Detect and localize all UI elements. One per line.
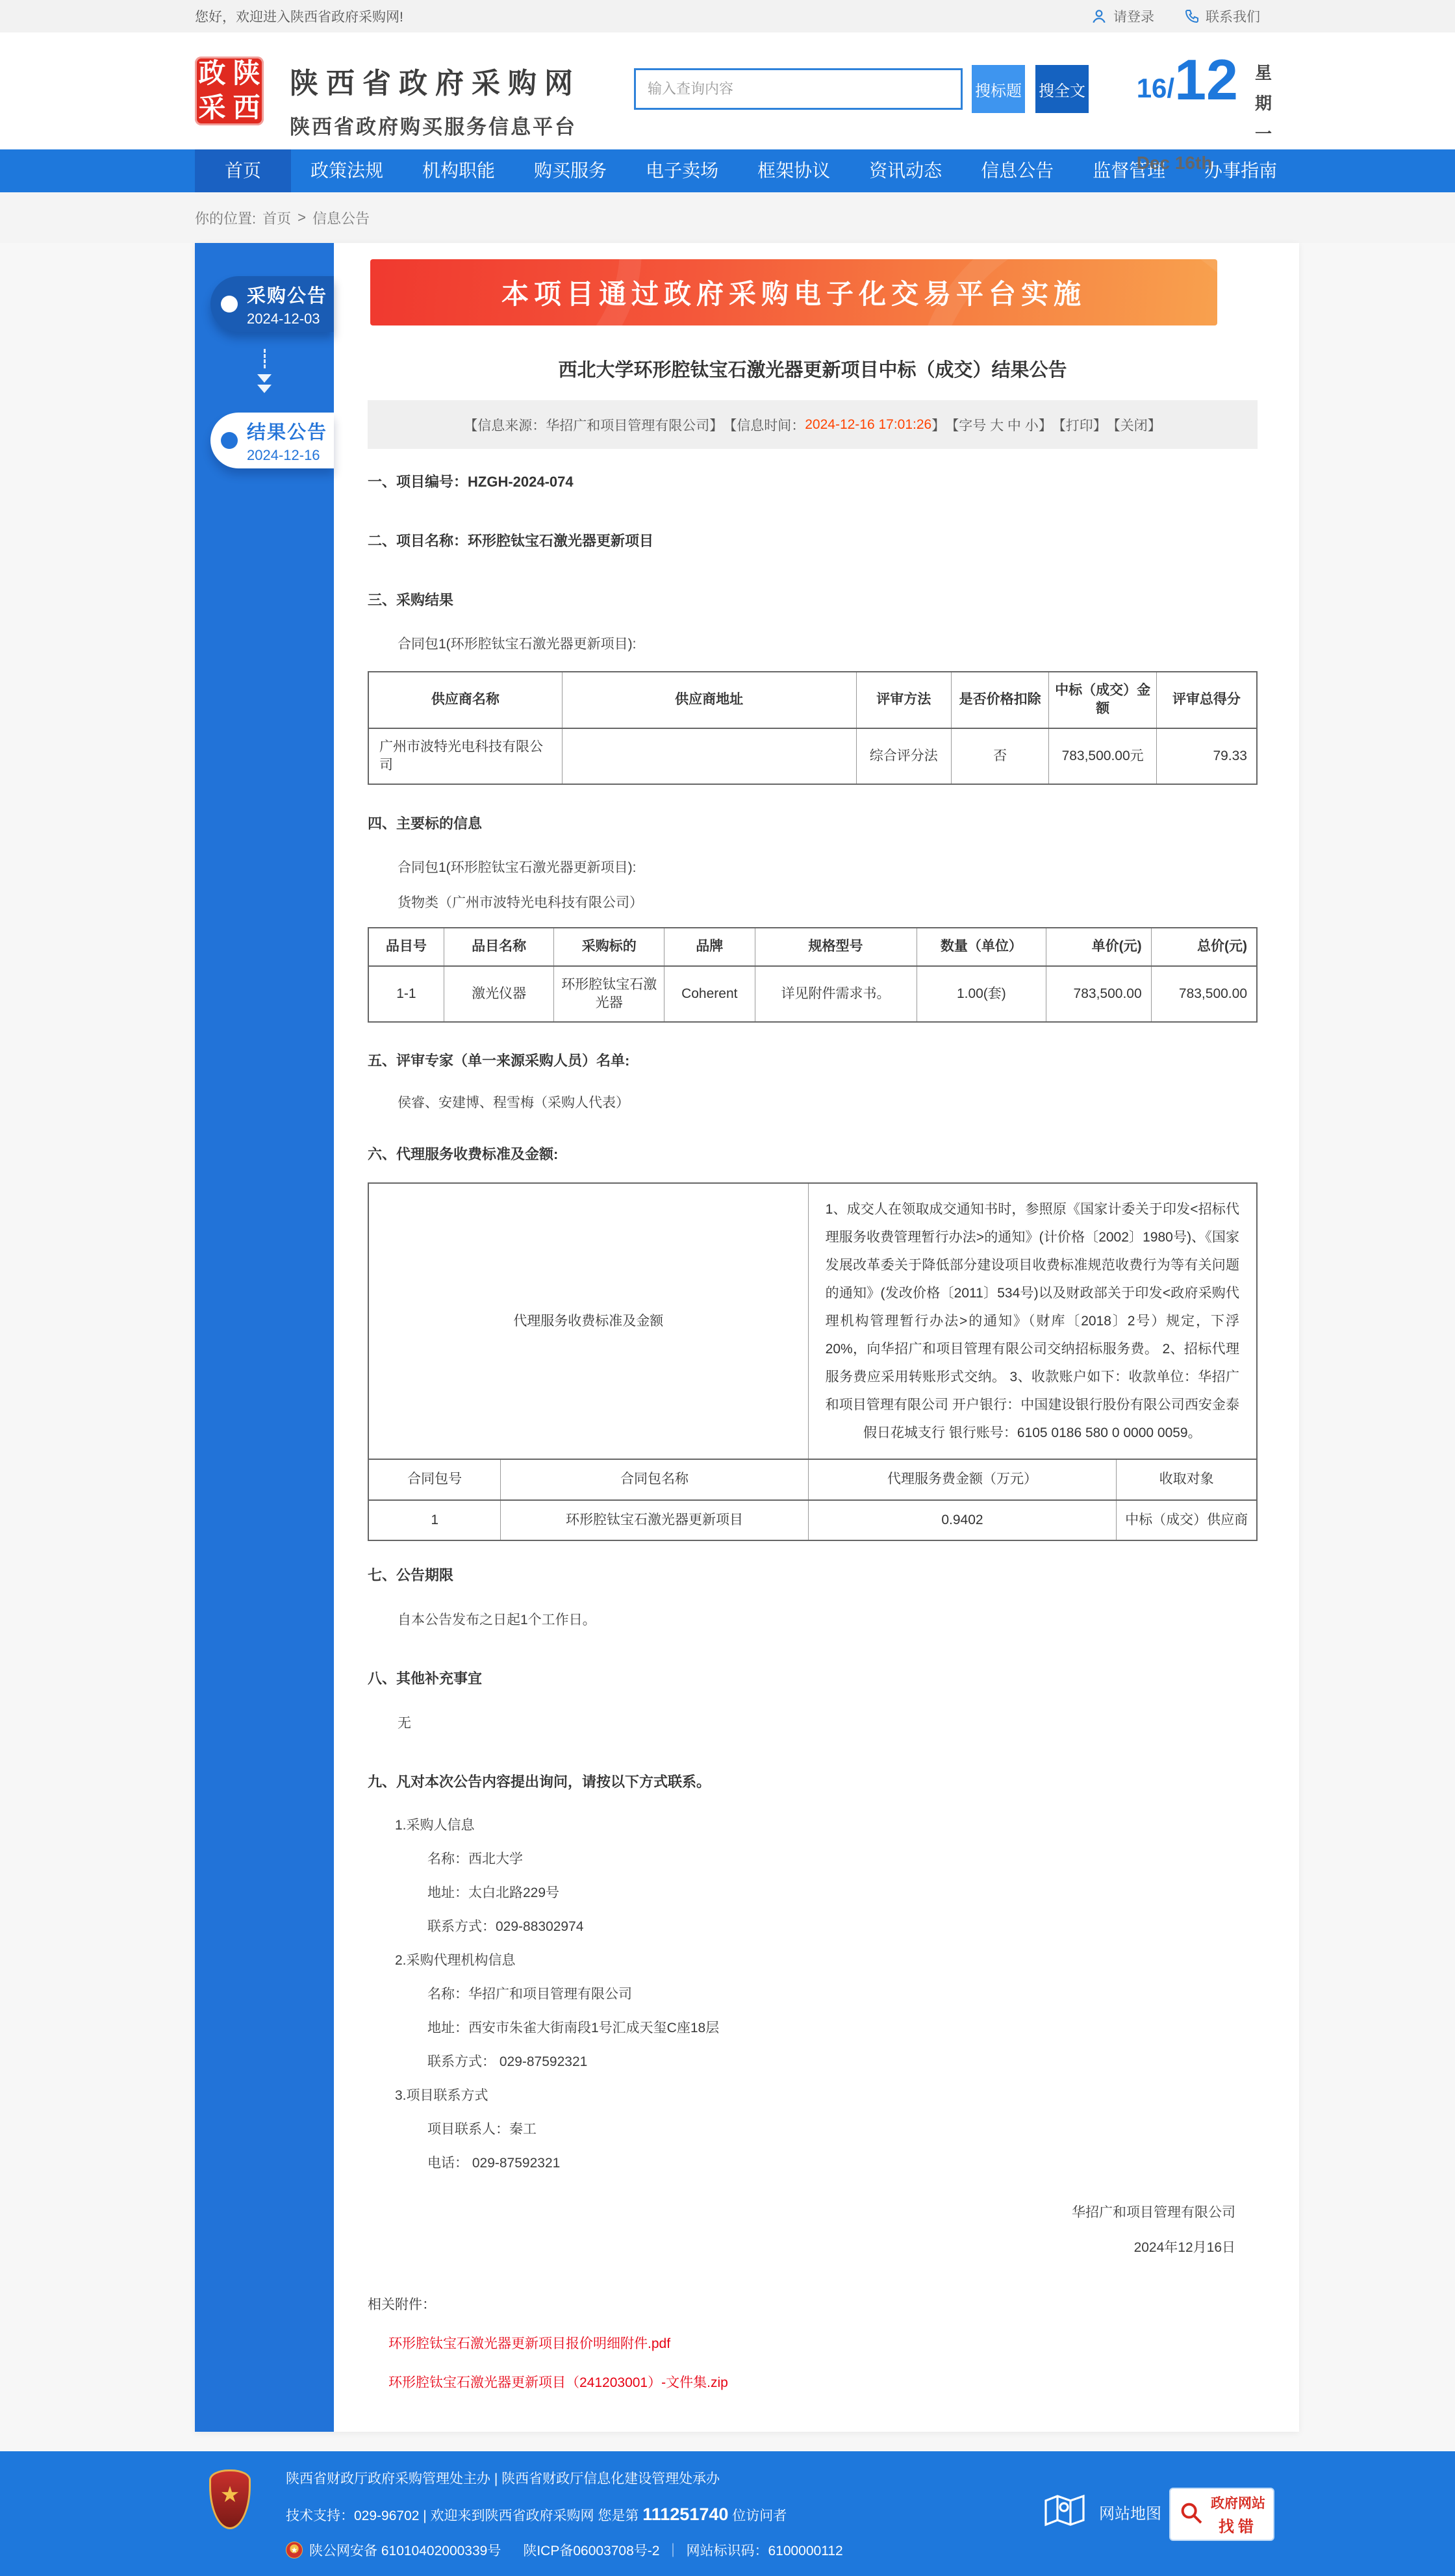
contact-line: 联系方式： 029-87592321: [427, 2054, 588, 2070]
breadcrumb-current[interactable]: 信息公告: [312, 210, 370, 227]
footer-line2: 技术支持：029-96702 | 欢迎来到陕西省政府采购网 您是第 111251740 位访问者: [286, 2505, 787, 2525]
site-title: 陕西省政府采购网: [290, 68, 581, 99]
nav-item-announcements[interactable]: 信息公告: [981, 160, 1054, 181]
logo-char: 采: [198, 92, 226, 123]
nav-item-policy[interactable]: 政策法规: [310, 160, 384, 181]
date-day: 16/: [1136, 73, 1175, 103]
award-items-table: [368, 927, 1258, 1023]
contact-line: 名称：华招广和项目管理有限公司: [427, 1987, 632, 2002]
print-button[interactable]: 【打印】: [1052, 418, 1107, 433]
attachment-link-zip[interactable]: 环形腔钛宝石激光器更新项目（241203001）-文件集.zip: [388, 2375, 728, 2391]
beian-number[interactable]: 陕公网安备 61010402000339号: [309, 2544, 501, 2559]
attachment-link-pdf[interactable]: 环形腔钛宝石激光器更新项目报价明细附件.pdf: [388, 2336, 671, 2352]
section-2-heading: 二、项目名称：环形腔钛宝石激光器更新项目: [368, 533, 654, 549]
section-8-heading: 八、其他补充事宜: [368, 1670, 483, 1687]
login-link[interactable]: [1091, 6, 1154, 26]
agency-fee-table: [368, 1182, 1258, 1541]
date-month: 12: [1174, 47, 1238, 112]
nav-item-functions[interactable]: 机构职能: [422, 160, 496, 181]
breadcrumb-label: 你的位置:: [195, 210, 257, 227]
meta-bar: [368, 400, 1258, 449]
info-time-end: 】: [931, 418, 946, 433]
contact-line: 地址：西安市朱雀大街南段1号汇成天玺C座18层: [427, 2021, 720, 2036]
site-names: [290, 60, 581, 140]
nav-item-guide[interactable]: 办事指南: [1204, 160, 1278, 181]
page-title: 西北大学环形腔钛宝石激光器更新项目中标（成交）结果公告: [558, 360, 1067, 381]
user-icon: [1091, 8, 1107, 25]
footer-text: [286, 2468, 843, 2560]
fee-standard-row: [368, 1183, 1257, 1459]
info-time-label: 【信息时间：: [723, 418, 805, 433]
contact-group-title: 3.项目联系方式: [395, 2088, 488, 2104]
step-dot: [221, 432, 238, 449]
table-row: 广州市波特光电科技有限公司 综合评分法 否 783,500.00元 79.33: [368, 728, 1257, 785]
logo-char: 政: [198, 58, 226, 89]
sidebar-item-purchase-announcement[interactable]: 采购公告 2024-12-03: [210, 276, 334, 332]
section-3-heading: 三、采购结果: [368, 592, 454, 608]
error-report-widget[interactable]: 政府网站 找错: [1169, 2488, 1274, 2541]
nav-item-emall[interactable]: 电子卖场: [646, 160, 719, 181]
timeline-sidebar: [195, 243, 334, 2432]
nav-item-news[interactable]: 资讯动态: [869, 160, 943, 181]
nav-item-purchase-service[interactable]: 购买服务: [534, 160, 607, 181]
site-logo[interactable]: [195, 57, 264, 125]
section-7-heading: 七、公告期限: [368, 1567, 454, 1584]
fee-sub-header-row: 合同包号 合同包名称 代理服务费金额（万元） 收取对象: [368, 1459, 1257, 1499]
attachments-label: 相关附件：: [368, 2297, 436, 2313]
info-source: 【信息来源：华招广和项目管理有限公司】: [464, 418, 724, 433]
date-widget: [1136, 47, 1272, 173]
logo-char: 西: [233, 92, 260, 123]
step-dot: [221, 296, 238, 312]
search-title-button[interactable]: 搜标题: [972, 65, 1025, 113]
section-1-heading: 一、项目编号：HZGH-2024-074: [368, 474, 574, 490]
breadcrumb-home[interactable]: 首页: [262, 210, 292, 227]
welcome-text: 您好，欢迎进入陕西省政府采购网!: [195, 10, 403, 25]
section-9-heading: 九、凡对本次公告内容提出询问，请按以下方式联系。: [368, 1774, 711, 1791]
sidebar-item-result-announcement[interactable]: 结果公告 2024-12-16: [210, 413, 334, 468]
down-arrow-icon: [195, 349, 334, 393]
content-card: [195, 243, 1299, 2432]
supplier-result-table: [368, 671, 1258, 785]
footer-line1: 陕西省财政厅政府采购管理处主办 | 陕西省财政厅信息化建设管理处承办: [286, 2471, 720, 2487]
contact-link[interactable]: [1184, 6, 1260, 26]
fee-text: 1、成交人在领取成交通知书时，参照原《国家计委关于印发<招标代理服务收费管理暂行办法>的通知》(计价格〔2002〕1980号)、《国家发展改革委关于降低部分建设项目收费标准规范收费行为等有关问题的通知》(发改价格〔2011〕534号)以及财政部关于印发<政府采购代理机构管理暂行办法>的通知》（财库〔2018〕2号）规定，下浮20%，向华招广和项目管理有限公司交纳招标服务费。 2、招标代理服务费应采用转账形式交纳。 3、收款账户如下：收款单位：华招广和项目管理有限公司 开户银行：中国建设银行股份有限公司西安金泰假日花城支行 银行账号：6105 0186 580 0 0000 0059。: [808, 1183, 1257, 1459]
top-bar: [0, 0, 1455, 32]
icp-number[interactable]: 陕ICP备06003708号-2: [523, 2544, 660, 2559]
article: [334, 243, 1299, 2432]
gov-emblem-icon: ★: [209, 2469, 251, 2529]
search-bar: [634, 65, 1089, 113]
sitemap-link[interactable]: [1043, 2492, 1161, 2532]
breadcrumb-separator: >: [297, 209, 306, 225]
security-badge-icon: ★: [286, 2542, 303, 2558]
category-line: 货物类（广州市波特光电科技有限公司）: [398, 895, 643, 911]
date-numbers: [1136, 47, 1238, 145]
topbar-links: [1091, 6, 1260, 26]
nav-item-supervision[interactable]: 监督管理: [1093, 160, 1166, 181]
contact-line: 地址：太白北路229号: [427, 1885, 560, 1901]
notice-period: 自本公告发布之日起1个工作日。: [398, 1613, 596, 1628]
date-english: Dec 16th: [1136, 153, 1213, 173]
signature-org: 华招广和项目管理有限公司: [1072, 2205, 1235, 2221]
logo-char: 陕: [233, 58, 260, 89]
visitor-count: 111251740: [642, 2505, 729, 2525]
contact-line: 联系方式：029-88302974: [427, 1919, 584, 1935]
section-4-heading: 四、主要标的信息: [368, 815, 483, 832]
contact-group-title: 1.采购人信息: [395, 1818, 475, 1833]
search-input[interactable]: [634, 68, 963, 110]
nav-item-home[interactable]: 首页: [195, 149, 291, 192]
signature-date: 2024年12月16日: [1133, 2240, 1235, 2256]
search-fulltext-button[interactable]: 搜全文: [1035, 65, 1089, 113]
fee-label: 代理服务收费标准及金额: [368, 1183, 808, 1459]
info-time: 2024-12-16 17:01:26: [805, 416, 932, 432]
expert-names: 侯睿、安建博、程雪梅（采购人代表）: [398, 1095, 629, 1111]
site-subtitle: 陕西省政府购买服务信息平台: [290, 116, 577, 138]
phone-icon: [1184, 8, 1200, 24]
platform-banner: 本项目通过政府采购电子化交易平台实施: [370, 259, 1217, 325]
fee-sub-row: 1 环形腔钛宝石激光器更新项目 0.9402 中标（成交）供应商: [368, 1500, 1257, 1540]
site-code: 网站标识码：6100000112: [686, 2544, 843, 2559]
package-line: 合同包1(环形腔钛宝石激光器更新项目):: [398, 860, 637, 876]
section-6-heading: 六、代理服务收费标准及金额:: [368, 1146, 559, 1163]
section-5-heading: 五、评审专家（单一来源采购人员）名单:: [368, 1052, 630, 1069]
weekday-label: 星 期 一: [1254, 63, 1272, 144]
contact-line: 项目联系人：秦工: [427, 2122, 537, 2137]
site-footer: [0, 2451, 1455, 2576]
breadcrumb: [0, 192, 1455, 243]
contact-line: 名称：西北大学: [427, 1852, 523, 1867]
table-row: 1-1 激光仪器 环形腔钛宝石激光器 Coherent 详见附件需求书。 1.00(套) 783,500.00 783,500.00: [368, 966, 1257, 1023]
font-size-control[interactable]: 【字号 大 中 小】: [945, 418, 1052, 433]
sitemap-label: 网站地图: [1099, 2505, 1161, 2523]
contact-line: 电话： 029-87592321: [427, 2156, 561, 2171]
footer-line3: ★ 陕公网安备 61010402000339号 陕ICP备06003708号-2 ｜ 网站标识码：6100000112: [286, 2540, 843, 2560]
package-line: 合同包1(环形腔钛宝石激光器更新项目):: [398, 637, 637, 652]
contact-group-title: 2.采购代理机构信息: [395, 1953, 516, 1969]
contact-label: 联系我们: [1206, 10, 1260, 25]
login-label: 请登录: [1113, 10, 1154, 25]
magnifier-icon: [1178, 2500, 1204, 2529]
close-button[interactable]: 【关闭】: [1106, 418, 1161, 433]
table-header-row: 品目号 品目名称 采购标的 品牌 规格型号 数量（单位） 单价(元) 总价(元): [368, 928, 1257, 965]
table-header-row: 供应商名称 供应商地址 评审方法 是否价格扣除 中标（成交）金额 评审总得分: [368, 672, 1257, 728]
sitemap-icon: [1043, 2492, 1086, 2532]
other-matters: 无: [398, 1716, 411, 1731]
main-area: [0, 243, 1455, 2451]
nav-item-framework[interactable]: 框架协议: [757, 160, 831, 181]
